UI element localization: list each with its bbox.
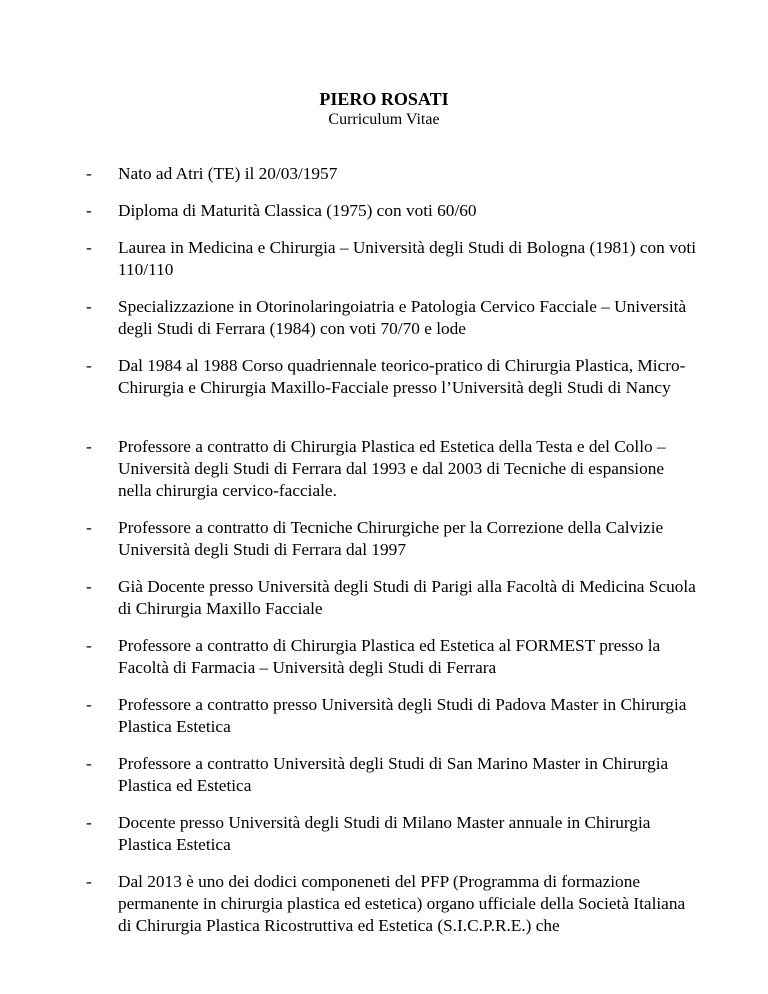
list-item-text: Nato ad Atri (TE) il 20/03/1957 (118, 164, 338, 183)
list-dash: - (86, 695, 92, 714)
list-dash: - (86, 238, 92, 257)
list-dash: - (86, 437, 92, 456)
list-dash: - (86, 872, 92, 891)
list-item-text: Professore a contratto Università degli Studi di San Marino Master in Chirurgia Plastica ed Estetica (118, 754, 669, 795)
list-item-text: Già Docente presso Università degli Studi di Parigi alla Facoltà di Medicina Scuola di Chirurgia Maxillo Facciale (118, 577, 696, 618)
list-item-text: Dal 2013 è uno dei dodici componeneti del PFP (Programma di formazione permanente in chirurgia plastica ed estetica) organo ufficiale della Società Italiana di Chirurgia Plastica Ricostruttiva ed Estetica (S.I.C.P.R.E.) che (118, 872, 686, 935)
list-dash: - (86, 356, 92, 375)
list-item-text: Professore a contratto di Tecniche Chirurgiche per la Correzione della Calvizie Università degli Studi di Ferrara dal 1997 (118, 518, 664, 559)
list-dash: - (86, 754, 92, 773)
list-item-text: Diploma di Maturità Classica (1975) con voti 60/60 (118, 201, 477, 220)
list-item-text: Specializzazione in Otorinolaringoiatria e Patologia Cervico Facciale – Università degli Studi di Ferrara (1984) con voti 70/70 e lode (118, 297, 687, 338)
list-item-text: Dal 1984 al 1988 Corso quadriennale teorico-pratico di Chirurgia Plastica, Micro-Chirurgia e Chirurgia Maxillo-Facciale presso l’Università degli Studi di Nancy (118, 356, 686, 397)
list-item-text: Professore a contratto di Chirurgia Plastica ed Estetica della Testa e del Collo – Università degli Studi di Ferrara dal 1993 e dal 2003 di Tecniche di espansione nella chirurgia cervico-facciale. (118, 437, 666, 500)
list-dash: - (86, 813, 92, 832)
cv-name-heading: PIERO ROSATI (319, 89, 449, 109)
cv-subtitle: Curriculum Vitae (328, 111, 440, 128)
list-dash: - (86, 518, 92, 537)
list-item-text: Laurea in Medicina e Chirurgia – Università degli Studi di Bologna (1981) con voti 110/110 (118, 238, 697, 279)
list-item-text: Docente presso Università degli Studi di Milano Master annuale in Chirurgia Plastica Estetica (118, 813, 651, 854)
list-dash: - (86, 297, 92, 316)
list-item-text: Professore a contratto presso Università degli Studi di Padova Master in Chirurgia Plastica Estetica (118, 695, 687, 736)
list-dash: - (86, 201, 92, 220)
list-dash: - (86, 636, 92, 655)
list-dash: - (86, 164, 92, 183)
list-item-text: Professore a contratto di Chirurgia Plastica ed Estetica al FORMEST presso la Facoltà di Farmacia – Università degli Studi di Ferrara (118, 636, 661, 677)
list-dash: - (86, 577, 92, 596)
